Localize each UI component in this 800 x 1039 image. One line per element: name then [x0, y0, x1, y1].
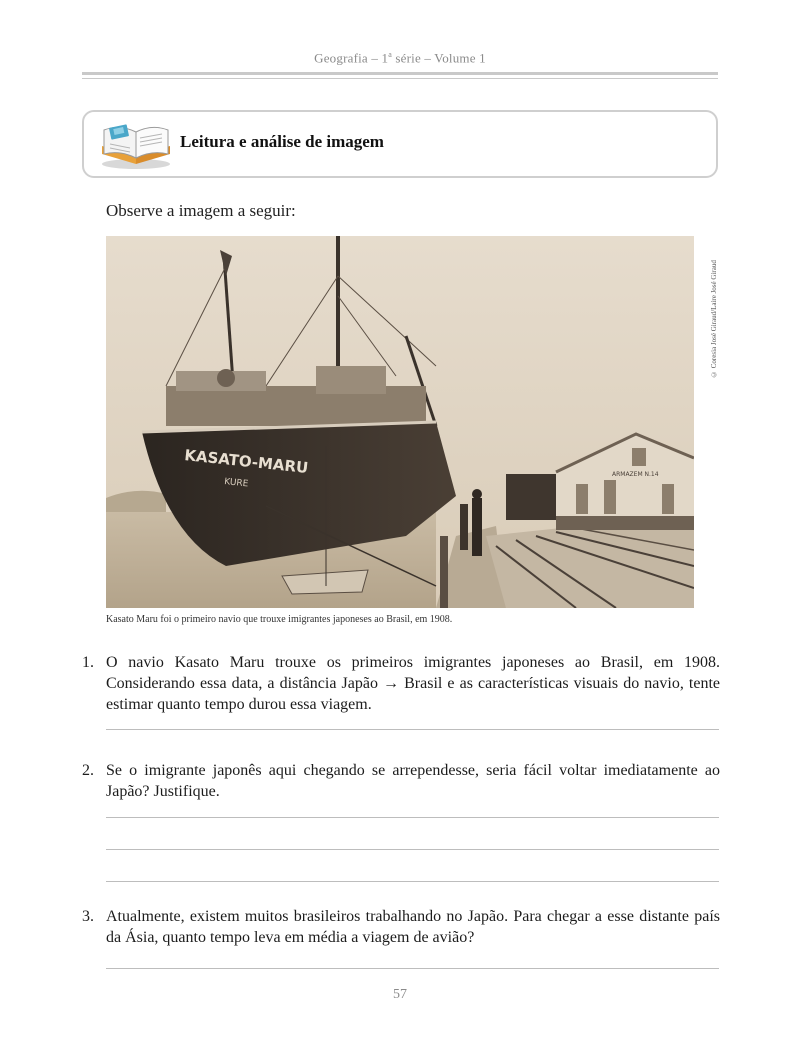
question-number: 2. [82, 762, 94, 779]
warehouse-label: ARMAZEM N.14 [612, 471, 659, 478]
photo-credit: © Coresia José Giraud/Laire José Giraud [710, 260, 718, 378]
question-text: Se o imigrante japonês aqui chegando se arrependesse, seria fácil voltar imediatamente ao Japão? Justifique. [106, 762, 720, 800]
question-2 [82, 760, 722, 804]
ship-name-label: KASATO-MARU [183, 446, 310, 477]
question-1 [82, 652, 722, 718]
photo-caption: Kasato Maru foi o primeiro navio que trouxe imigrantes japoneses ao Brasil, em 1908. [106, 614, 453, 625]
section-header-box [82, 110, 718, 178]
answer-line[interactable] [106, 729, 719, 730]
header-rule [82, 72, 718, 75]
open-book-icon [96, 116, 174, 172]
running-head: Geografia – 1$^a$ série – Volume 1 [314, 50, 486, 66]
question-text: O navio Kasato Maru trouxe os primeiros imigrantes japoneses ao Brasil, em 1908. Considerando essa data, a distância Japão → Brasil e as características visuais do navio, tente estimar quanto tempo durou essa viagem. [106, 654, 720, 713]
answer-line[interactable] [106, 881, 719, 882]
answer-line[interactable] [106, 849, 719, 850]
answer-line[interactable] [106, 968, 719, 969]
question-3 [82, 906, 722, 950]
answer-line[interactable] [106, 817, 719, 818]
ship-port-label: KURE [223, 477, 249, 490]
question-number: 1. [82, 654, 94, 671]
section-title: Leitura e análise de imagem [180, 132, 384, 151]
intro-text: Observe a imagem a seguir: [106, 201, 296, 220]
header-rule-thin [82, 78, 718, 79]
question-number: 3. [82, 908, 94, 925]
kasato-maru-photo [106, 236, 694, 608]
question-text: Atualmente, existem muitos brasileiros trabalhando no Japão. Para chegar a esse distante país da Ásia, quanto tempo leva em média a viagem de avião? [106, 908, 720, 946]
page-number: 57 [393, 987, 407, 1002]
